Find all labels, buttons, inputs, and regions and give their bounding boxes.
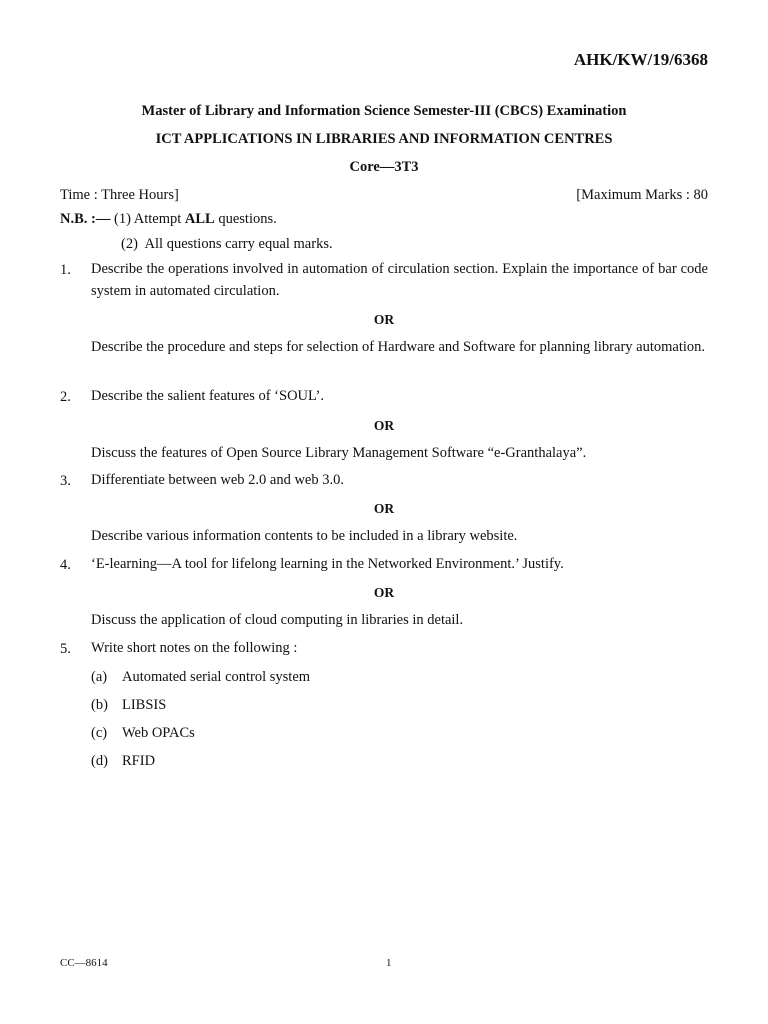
maximum-marks: [Maximum Marks : 80 <box>576 187 708 203</box>
question-text: Describe the operations involved in automation of circulation section. Explain the importance of bar code system in automated circulation. <box>91 261 708 299</box>
exam-title: Master of Library and Information Science Semester-III (CBCS) Examination <box>141 103 627 119</box>
question-number: 2. <box>60 389 71 405</box>
sub-question-tag: (d) <box>91 753 108 769</box>
sub-question-text: Automated serial control system <box>122 669 311 685</box>
nb-label: N.B. :— <box>60 211 111 227</box>
footer-code: CC—8614 <box>60 957 108 969</box>
sub-question-tag: (b) <box>91 697 108 713</box>
nb-item-num: (1) <box>113 211 131 227</box>
question-number: 1. <box>60 262 71 278</box>
or-label: OR <box>373 585 395 600</box>
or-label: OR <box>373 501 395 516</box>
paper-code: AHK/KW/19/6368 <box>573 50 708 69</box>
question-alternative: Describe various information contents to be included in a library website. <box>91 528 518 544</box>
question-text: Write short notes on the following : <box>91 640 298 656</box>
nb-line-1 <box>60 211 277 228</box>
question-text: ‘E-learning—A tool for lifelong learning in the Networked Environment.’ Justify. <box>91 556 564 572</box>
or-label: OR <box>373 312 395 327</box>
question-number: 4. <box>60 557 71 573</box>
subject-title: ICT APPLICATIONS IN LIBRARIES AND INFORMATION CENTRES <box>155 131 613 147</box>
sub-question-tag: (c) <box>91 725 108 741</box>
sub-question <box>91 697 166 714</box>
page-number: 1 <box>386 957 392 969</box>
sub-question-text: RFID <box>122 753 156 769</box>
nb-item-num: (2) <box>121 236 138 252</box>
sub-question-text: Web OPACs <box>122 725 195 741</box>
sub-question <box>91 669 310 686</box>
question-text: Differentiate between web 2.0 and web 3.0. <box>91 472 344 488</box>
question-alternative: Discuss the application of cloud computing in libraries in detail. <box>91 612 464 628</box>
time-allowed: Time : Three Hours] <box>60 187 179 203</box>
question-alternative: Describe the procedure and steps for selection of Hardware and Software for planning library automation. <box>91 339 706 355</box>
nb-item-text: Attempt ALL questions. <box>133 211 277 227</box>
time-marks-row <box>60 187 708 204</box>
question-text: Describe the salient features of ‘SOUL’. <box>91 388 324 404</box>
question-number: 3. <box>60 473 71 489</box>
sub-question <box>91 753 155 770</box>
sub-question-text: LIBSIS <box>122 697 167 713</box>
question-alternative: Discuss the features of Open Source Library Management Software “e-Granthalaya”. <box>91 445 587 461</box>
sub-question <box>91 725 195 742</box>
nb-line-2 <box>121 236 333 253</box>
sub-question-tag: (a) <box>91 669 108 685</box>
or-label: OR <box>373 418 395 433</box>
course-code: Core—3T3 <box>349 159 419 175</box>
question-number: 5. <box>60 641 71 657</box>
nb-item-text: All questions carry equal marks. <box>144 236 333 252</box>
